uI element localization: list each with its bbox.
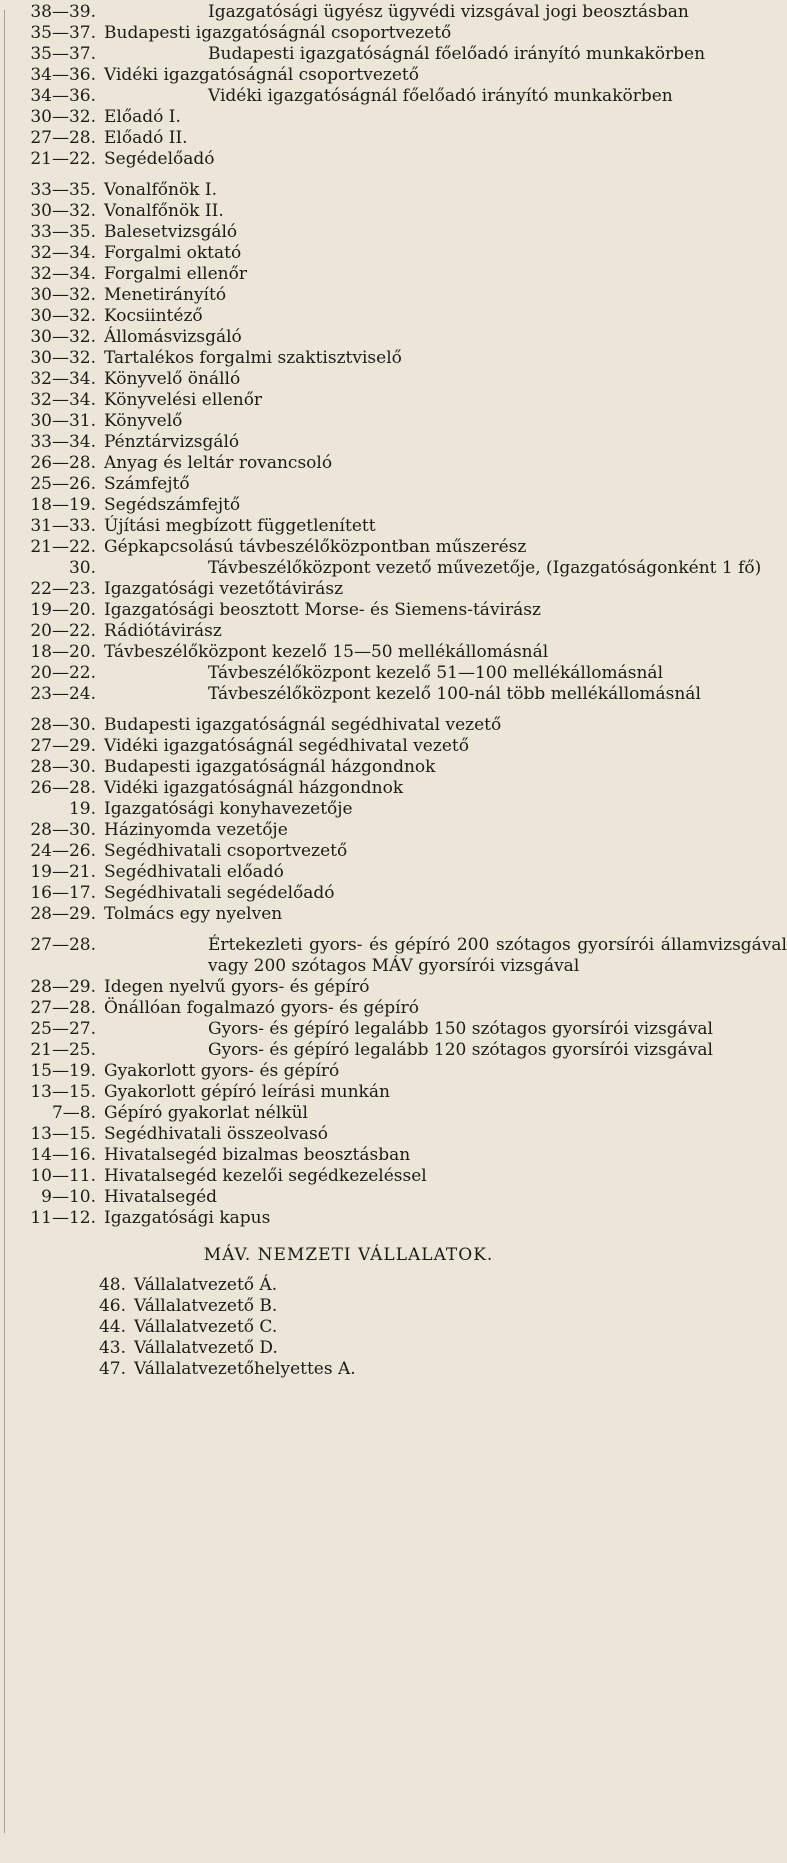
grade-number: 44. bbox=[98, 1317, 126, 1337]
position-title: Segédhivatali csoportvezető bbox=[104, 841, 348, 861]
grade-number: 20—22. bbox=[30, 621, 96, 641]
grade-number: 28—29. bbox=[30, 977, 96, 997]
grade-number: 27—29. bbox=[30, 736, 96, 756]
grade-row bbox=[0, 1338, 697, 1359]
grade-row bbox=[0, 453, 697, 474]
grade-number: 9—10. bbox=[41, 1187, 96, 1207]
position-title: Forgalmi oktató bbox=[104, 243, 242, 263]
position-title: Igazgatósági kapus bbox=[104, 1208, 271, 1228]
position-title: Távbeszélőközpont vezető művezetője, (Igazgatóságonként 1 fő) bbox=[208, 558, 762, 578]
grade-row bbox=[0, 684, 701, 705]
grade-number: 21—22. bbox=[30, 537, 96, 557]
position-title: Budapesti igazgatóságnál segédhivatal vezető bbox=[104, 715, 502, 735]
grade-number: 19. bbox=[68, 799, 96, 819]
position-title: Gépíró gyakorlat nélkül bbox=[104, 1103, 308, 1123]
grade-number: 38—39. bbox=[30, 2, 96, 22]
position-title: Vállalatvezető C. bbox=[134, 1317, 278, 1337]
position-title: Értekezleti gyors- és gépíró 200 szótagos gyorsírói államvizsgával vagy 200 szótagos MÁV gyorsírói vizsgával bbox=[208, 935, 787, 976]
grade-row bbox=[0, 1103, 697, 1124]
grade-row bbox=[0, 128, 697, 149]
grade-row bbox=[0, 1359, 697, 1380]
position-title: Idegen nyelvű gyors- és gépíró bbox=[104, 977, 370, 997]
position-title: Segédhivatali segédelőadó bbox=[104, 883, 335, 903]
grade-row bbox=[0, 799, 697, 820]
position-title: Segédelőadó bbox=[104, 149, 215, 169]
grade-row bbox=[0, 736, 697, 757]
grade-number: 35—37. bbox=[30, 44, 96, 64]
grade-row bbox=[0, 149, 697, 170]
grade-row bbox=[0, 1124, 697, 1145]
grade-row bbox=[0, 23, 697, 44]
position-title: Újítási megbízott függetlenített bbox=[104, 516, 376, 536]
position-title: Hivatalsegéd kezelői segédkezeléssel bbox=[104, 1166, 427, 1186]
grade-row bbox=[0, 474, 697, 495]
position-title: Anyag és leltár rovancsoló bbox=[104, 453, 333, 473]
grade-row bbox=[0, 537, 697, 558]
grade-number: 28—30. bbox=[30, 715, 96, 735]
position-title: Segédszámfejtő bbox=[104, 495, 241, 515]
grade-number: 30—32. bbox=[30, 107, 96, 127]
position-title: Vállalatvezető Á. bbox=[134, 1275, 278, 1295]
grade-number: 47. bbox=[98, 1359, 126, 1379]
grade-number: 43. bbox=[98, 1338, 126, 1358]
grade-number: 30—32. bbox=[30, 327, 96, 347]
grade-number: 33—34. bbox=[30, 432, 96, 452]
group-spacer bbox=[0, 925, 697, 935]
grade-row bbox=[0, 935, 787, 977]
grade-number: 30—32. bbox=[30, 201, 96, 221]
position-title: Gyakorlott gépíró leírási munkán bbox=[104, 1082, 390, 1102]
grade-number: 32—34. bbox=[30, 264, 96, 284]
position-title: Hivatalsegéd bizalmas beosztásban bbox=[104, 1145, 411, 1165]
position-title: Forgalmi ellenőr bbox=[104, 264, 247, 284]
position-title: Igazgatósági ügyész ügyvédi vizsgával jogi beosztásban bbox=[208, 2, 689, 22]
position-title: Menetirányító bbox=[104, 285, 227, 305]
grade-row bbox=[0, 1166, 697, 1187]
grade-number: 27—28. bbox=[30, 935, 96, 955]
grade-row bbox=[0, 201, 697, 222]
position-title: Gépkapcsolású távbeszélőközpontban műszerész bbox=[104, 537, 527, 557]
grade-row bbox=[0, 390, 697, 411]
grade-number: 16—17. bbox=[30, 883, 96, 903]
grade-number: 32—34. bbox=[30, 369, 96, 389]
grade-row bbox=[0, 820, 697, 841]
grade-number: 34—36. bbox=[30, 65, 96, 85]
grade-number: 32—34. bbox=[30, 390, 96, 410]
position-title: Könyvelési ellenőr bbox=[104, 390, 263, 410]
position-title: Vidéki igazgatóságnál segédhivatal vezető bbox=[104, 736, 469, 756]
grade-number: 31—33. bbox=[30, 516, 96, 536]
position-title: Tolmács egy nyelven bbox=[104, 904, 283, 924]
position-title: Vállalatvezetőhelyettes A. bbox=[134, 1359, 356, 1379]
salary-grade-list bbox=[0, 2, 787, 1229]
grade-row bbox=[0, 1082, 697, 1103]
grade-row bbox=[0, 327, 697, 348]
position-title: Segédhivatali előadó bbox=[104, 862, 284, 882]
position-title: Rádiótávirász bbox=[104, 621, 222, 641]
position-title: Vállalatvezető D. bbox=[134, 1338, 278, 1358]
position-title: Előadó I. bbox=[104, 107, 181, 127]
grade-row bbox=[0, 558, 762, 579]
grade-row bbox=[0, 1275, 697, 1296]
grade-number: 19—21. bbox=[30, 862, 96, 882]
position-title: Állomásvizsgáló bbox=[104, 327, 242, 347]
position-title: Igazgatósági konyhavezetője bbox=[104, 799, 353, 819]
grade-number: 27—28. bbox=[30, 128, 96, 148]
grade-row bbox=[0, 862, 697, 883]
grade-row bbox=[0, 264, 697, 285]
grade-row bbox=[0, 977, 697, 998]
grade-row bbox=[0, 2, 697, 23]
grade-group bbox=[0, 2, 706, 170]
grade-row bbox=[0, 495, 697, 516]
grade-row bbox=[0, 1019, 713, 1040]
grade-number: 13—15. bbox=[30, 1124, 96, 1144]
position-title: Számfejtő bbox=[104, 474, 190, 494]
position-title: Budapesti igazgatóságnál házgondnok bbox=[104, 757, 436, 777]
grade-number: 18—19. bbox=[30, 495, 96, 515]
position-title: Hivatalsegéd bbox=[104, 1187, 218, 1207]
grade-number: 19—20. bbox=[30, 600, 96, 620]
grade-number: 28—29. bbox=[30, 904, 96, 924]
position-title: Gyors- és gépíró legalább 120 szótagos gyorsírói vizsgával bbox=[208, 1040, 713, 1060]
position-title: Vonalfőnök I. bbox=[104, 180, 218, 200]
grade-number: 22—23. bbox=[30, 579, 96, 599]
grade-row bbox=[0, 1040, 713, 1061]
grade-row bbox=[0, 841, 697, 862]
position-title: Budapesti igazgatóságnál főelőadó irányító munkakörben bbox=[208, 44, 706, 64]
grade-number: 25—27. bbox=[30, 1019, 96, 1039]
grade-row bbox=[0, 1208, 697, 1229]
grade-row bbox=[0, 44, 706, 65]
grade-number: 30—31. bbox=[30, 411, 96, 431]
section-heading: MÁV. NEMZETI VÁLLALATOK. bbox=[203, 1245, 494, 1265]
position-title: Vidéki igazgatóságnál házgondnok bbox=[104, 778, 404, 798]
grade-row bbox=[0, 904, 697, 925]
grade-number: 35—37. bbox=[30, 23, 96, 43]
grade-row bbox=[0, 516, 697, 537]
grade-row bbox=[0, 348, 697, 369]
position-title: Vidéki igazgatóságnál főelőadó irányító munkakörben bbox=[208, 86, 673, 106]
position-title: Kocsiintéző bbox=[104, 306, 203, 326]
grade-row bbox=[0, 86, 697, 107]
position-title: Balesetvizsgáló bbox=[104, 222, 238, 242]
grade-row bbox=[0, 621, 697, 642]
grade-row bbox=[0, 306, 697, 327]
grade-number: 10—11. bbox=[30, 1166, 96, 1186]
grade-number: 33—35. bbox=[30, 180, 96, 200]
grade-number: 26—28. bbox=[30, 453, 96, 473]
grade-row bbox=[0, 1187, 697, 1208]
grade-row bbox=[0, 1145, 697, 1166]
grade-row bbox=[0, 222, 697, 243]
grade-row bbox=[0, 432, 697, 453]
grade-number: 30—32. bbox=[30, 285, 96, 305]
grade-number: 14—16. bbox=[30, 1145, 96, 1165]
grade-number: 23—24. bbox=[30, 684, 96, 704]
grade-row bbox=[0, 778, 697, 799]
grade-number: 26—28. bbox=[30, 778, 96, 798]
grade-row bbox=[0, 180, 697, 201]
position-title: Igazgatósági vezetőtávirász bbox=[104, 579, 344, 599]
grade-number: 48. bbox=[98, 1275, 126, 1295]
grade-row bbox=[0, 1296, 697, 1317]
position-title: Önállóan fogalmazó gyors- és gépíró bbox=[104, 998, 419, 1018]
grade-row bbox=[0, 65, 697, 86]
grade-number: 13—15. bbox=[30, 1082, 96, 1102]
position-title: Előadó II. bbox=[104, 128, 188, 148]
grade-row bbox=[0, 757, 697, 778]
grade-row bbox=[0, 107, 697, 128]
grade-number: 32—34. bbox=[30, 243, 96, 263]
grade-number: 25—26. bbox=[30, 474, 96, 494]
position-title: Gyakorlott gyors- és gépíró bbox=[104, 1061, 340, 1081]
position-title: Vállalatvezető B. bbox=[134, 1296, 278, 1316]
grade-row bbox=[0, 663, 697, 684]
enterprise-grade-list bbox=[0, 1275, 697, 1380]
position-title: Budapesti igazgatóságnál csoportvezető bbox=[104, 23, 452, 43]
grade-number: 33—35. bbox=[30, 222, 96, 242]
grade-row bbox=[0, 285, 697, 306]
position-title: Vidéki igazgatóságnál csoportvezető bbox=[104, 65, 419, 85]
grade-number: 11—12. bbox=[30, 1208, 96, 1228]
grade-row bbox=[0, 998, 697, 1019]
position-title: Könyvelő önálló bbox=[104, 369, 241, 389]
grade-number: 30—32. bbox=[30, 306, 96, 326]
grade-row bbox=[0, 883, 697, 904]
grade-row bbox=[0, 579, 697, 600]
grade-row bbox=[0, 243, 697, 264]
position-title: Segédhivatali összeolvasó bbox=[104, 1124, 328, 1144]
grade-number: 34—36. bbox=[30, 86, 96, 106]
position-title: Könyvelő bbox=[104, 411, 183, 431]
grade-number: 24—26. bbox=[30, 841, 96, 861]
grade-number: 30. bbox=[68, 558, 96, 578]
grade-row bbox=[0, 715, 697, 736]
position-title: Távbeszélőközpont kezelő 15—50 mellékállomásnál bbox=[104, 642, 549, 662]
position-title: Pénztárvizsgáló bbox=[104, 432, 240, 452]
grade-row bbox=[0, 1061, 697, 1082]
grade-group bbox=[0, 715, 697, 925]
position-title: Vonalfőnök II. bbox=[104, 201, 224, 221]
grade-number: 27—28. bbox=[30, 998, 96, 1018]
group-spacer bbox=[0, 705, 697, 715]
grade-number: 18—20. bbox=[30, 642, 96, 662]
position-title: Házinyomda vezetője bbox=[104, 820, 288, 840]
grade-row bbox=[0, 600, 697, 621]
grade-number: 28—30. bbox=[30, 820, 96, 840]
grade-number: 20—22. bbox=[30, 663, 96, 683]
position-title: Igazgatósági beosztott Morse- és Siemens-távirász bbox=[104, 600, 541, 620]
grade-row bbox=[0, 1317, 697, 1338]
group-spacer bbox=[0, 170, 697, 180]
grade-row bbox=[0, 411, 697, 432]
position-title: Tartalékos forgalmi szaktisztviselő bbox=[104, 348, 402, 368]
grade-group bbox=[0, 180, 762, 705]
grade-number: 7—8. bbox=[51, 1103, 96, 1123]
grade-number: 30—32. bbox=[30, 348, 96, 368]
position-title: Távbeszélőközpont kezelő 51—100 mellékállomásnál bbox=[208, 663, 664, 683]
grade-number: 46. bbox=[98, 1296, 126, 1316]
grade-number: 21—25. bbox=[30, 1040, 96, 1060]
position-title: Távbeszélőközpont kezelő 100-nál több mellékállomásnál bbox=[208, 684, 701, 704]
grade-group bbox=[0, 935, 787, 1229]
grade-row bbox=[0, 642, 697, 663]
grade-row bbox=[0, 369, 697, 390]
position-title: Gyors- és gépíró legalább 150 szótagos gyorsírói vizsgával bbox=[208, 1019, 713, 1039]
grade-number: 21—22. bbox=[30, 149, 96, 169]
grade-number: 28—30. bbox=[30, 757, 96, 777]
grade-number: 15—19. bbox=[30, 1061, 96, 1081]
